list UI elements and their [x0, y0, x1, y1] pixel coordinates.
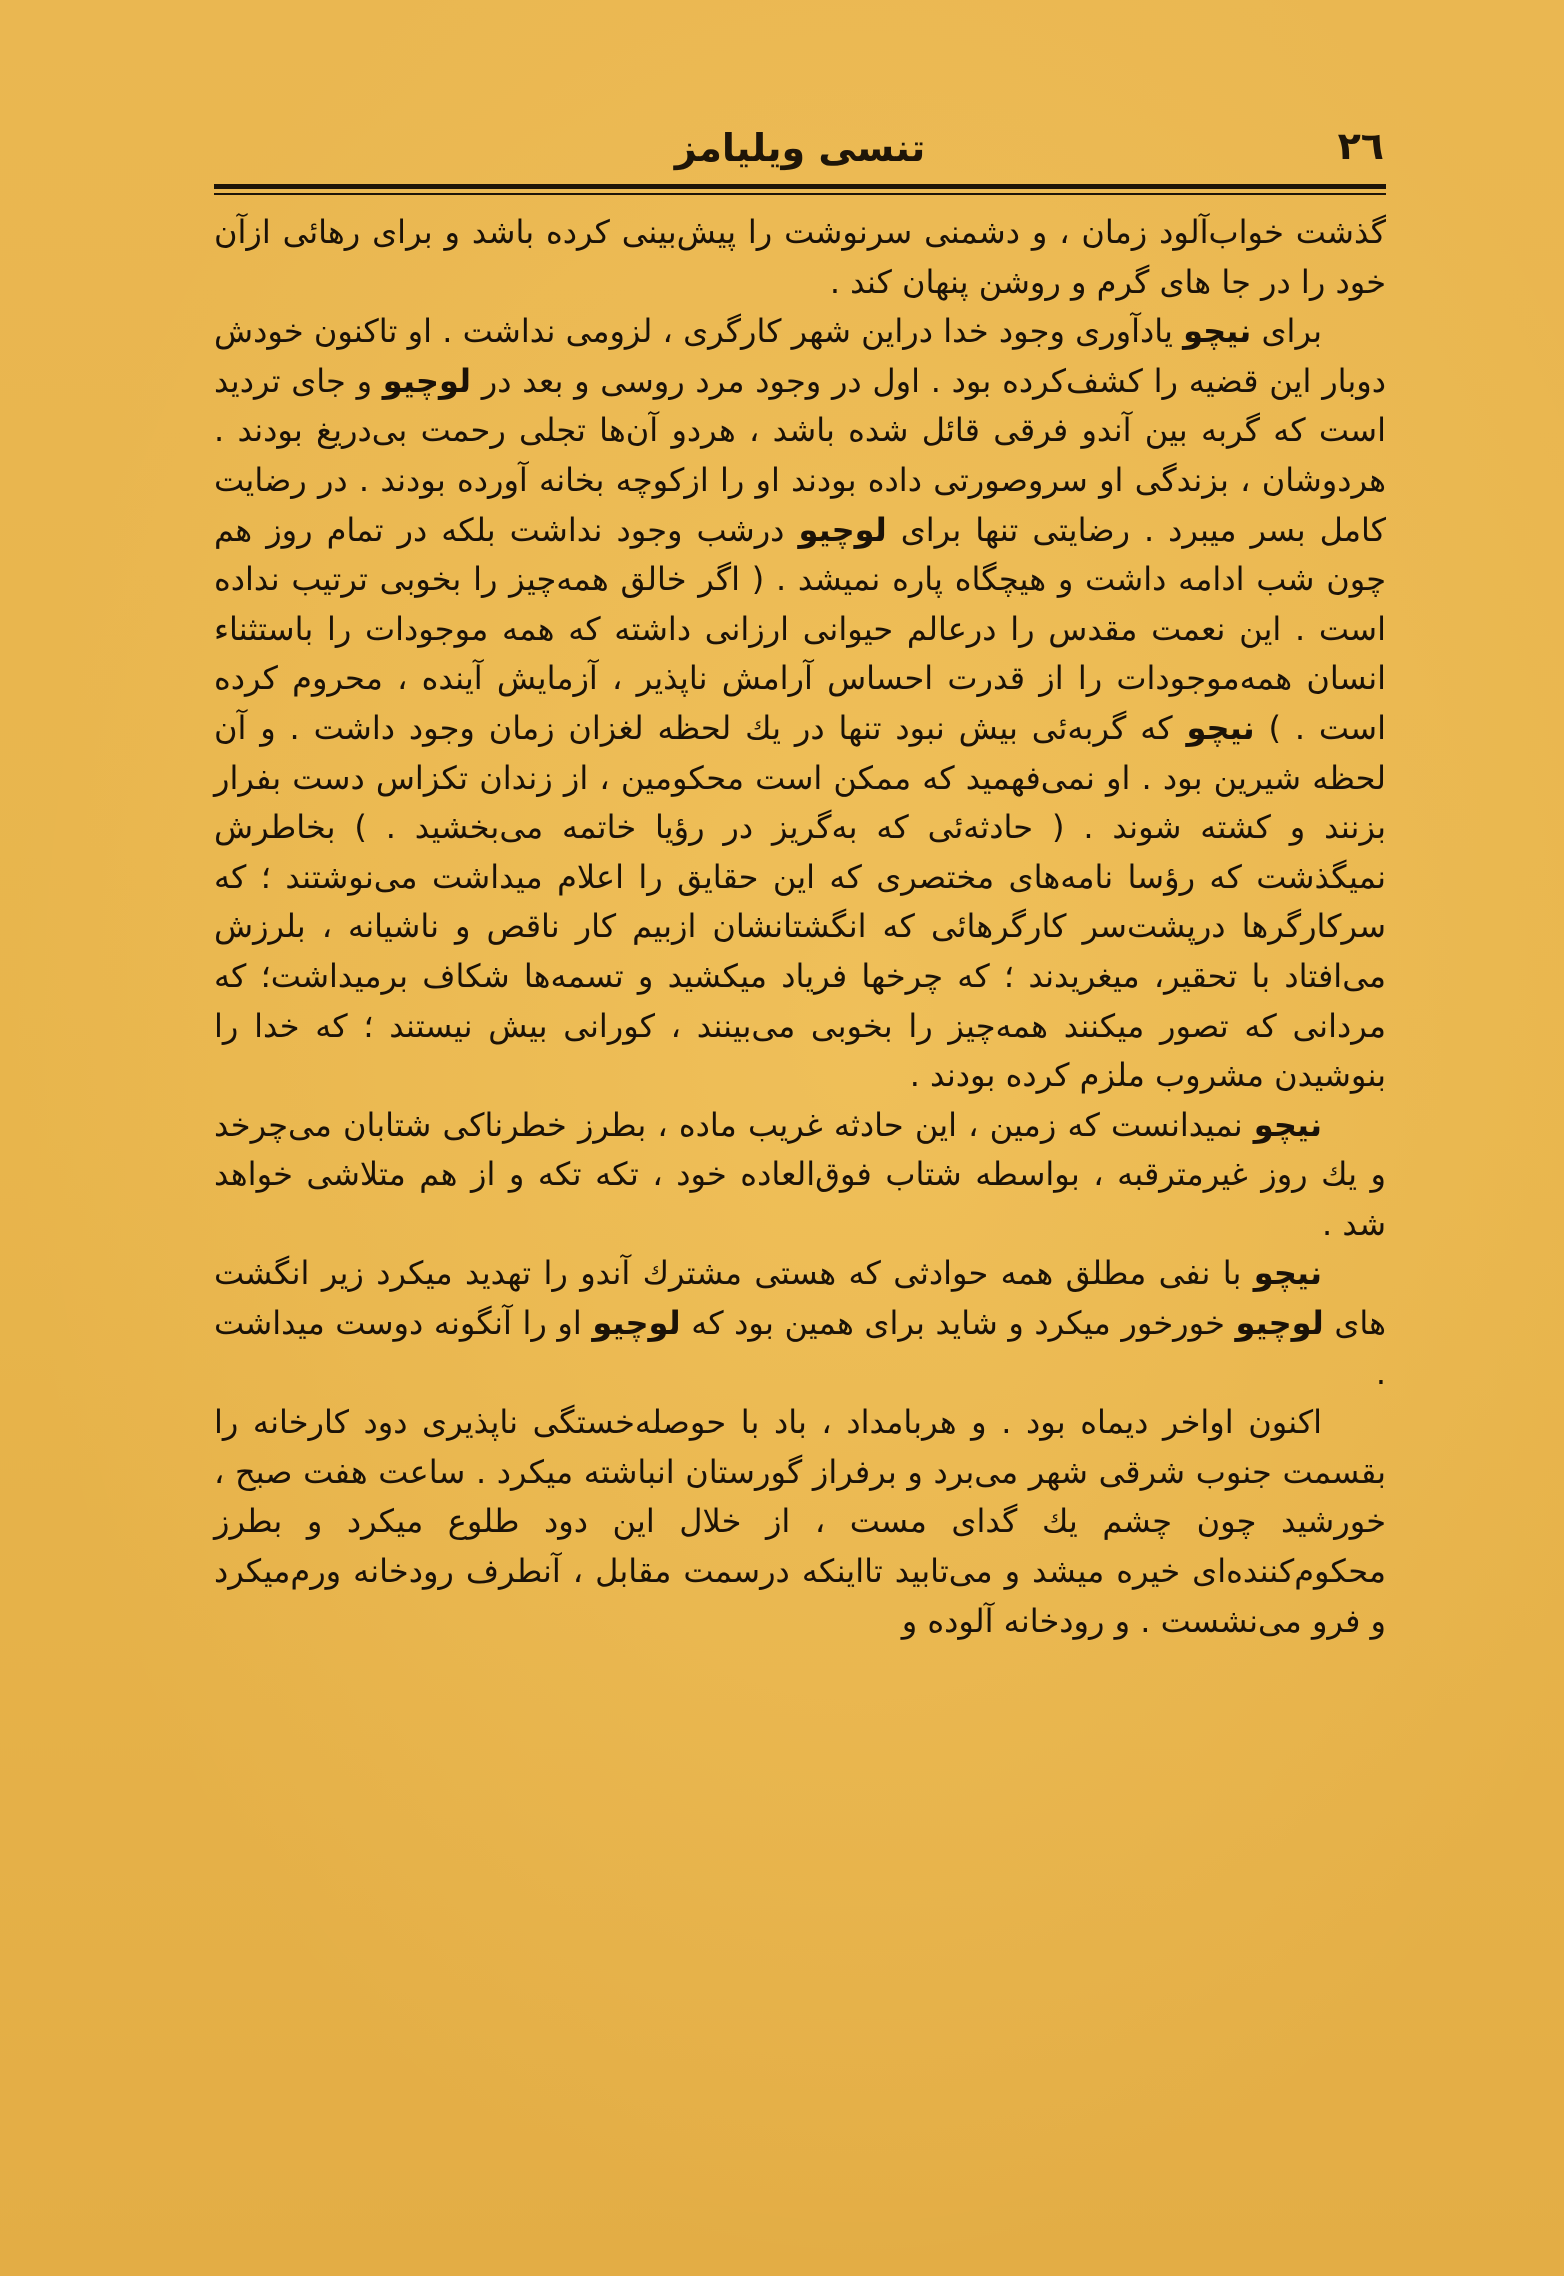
paragraph-text: برای: [1251, 312, 1322, 351]
character-name: لوچیو: [1235, 1304, 1324, 1343]
paragraph-text: او را آنگونه دوست میداشت .: [214, 1304, 1386, 1392]
page-header: [214, 118, 1386, 178]
paragraph: [214, 1249, 1386, 1398]
paragraph-text: گذشت خواب‌آلود زمان ، و دشمنی سرنوشت را پیش‌بینی کرده باشد و برای رهائی ازآن خود را در جا های گرم و روشن پنهان کند .: [214, 213, 1386, 301]
running-title: تنسی ویلیامز: [674, 126, 926, 170]
character-name: نیچو: [1253, 1254, 1322, 1293]
paragraph: [214, 208, 1386, 307]
character-name: نیچو: [1183, 312, 1252, 351]
character-name: لوچیو: [798, 510, 887, 549]
paragraph-text: نمیدانست که زمین ، این حادثه غریب ماده ، بطرز خطرناکی شتابان می‌چرخد و یك روز غیرمترقبه ، بواسطه شتاب فوق‌العاده خود ، تکه تکه و از هم متلاشی خواهد شد .: [214, 1105, 1386, 1243]
paragraph-text: اکنون اواخر دیماه بود . و هربامداد ، باد با حوصله‌خستگی ناپذیری دود کارخانه را بقسمت جنوب شرقی شهر می‌برد و برفراز گورستان انباشته میکرد . ساعت هفت صبح ، خورشید چون چشم یك گدای مست ، از خلال این دود طلوع میکرد و بطرز محکوم‌کننده‌ای خیره میشد و می‌تابید تااینکه درسمت مقابل ، آنطرف رودخانه ورم‌میکرد و فرو می‌نشست . و رودخانه آلوده و: [214, 1403, 1386, 1640]
paragraph-text: درشب وجود نداشت بلکه در تمام روز هم چون شب ادامه داشت و هیچگاه پاره نمیشد . ( اگر خالق همه‌چیز را بخوبی ترتیب نداده است . این نعمت مقدس را درعالم حیوانی ارزانی داشته که همه موجودات را باستثناء انسان همه‌موجودات را از قدرت احساس آرامش ناپذیر ، آزمایش آینده ، محروم کرده است . ): [214, 510, 1387, 747]
paragraph-text: یادآوری وجود خدا دراین شهر کارگری ، لزومی نداشت . او تاکنون خودش دوبار این قضیه را کشف‌کرده بود . اول در وجود مرد روسی و بعد در: [214, 312, 1387, 400]
character-name: نیچو: [1186, 708, 1255, 747]
paragraph-text: که گربه‌ئی بیش نبود تنها در یك لحظه لغزان زمان وجود داشت . و آن لحظه شیرین بود . او نمی‌فهمید که ممکن است محکومین ، از زندان تکزاس دست بفرار بزنند و کشته شوند . ( حادثه‌ئی که به‌گریز در رؤیا خاتمه می‌بخشید . ) بخاطرش نمیگذشت که رؤسا نامه‌های مختصری که این حقایق را اعلام میداشت می‌نوشتند ؛ که سرکارگرها درپشت‌سر کارگرهائی که انگشتانشان ازبیم کار ناقص و ناشیانه ، بلرزش می‌افتاد با تحقیر، میغریدند ؛ که چرخها فریاد میکشید و تسمه‌ها شکاف برمیداشت؛ که مردانی که تصور میکنند همه‌چیز را بخوبی می‌بینند ، کورانی بیش نیستند ؛ که خدا را بنوشیدن مشروب ملزم کرده بودند .: [214, 708, 1386, 1095]
paragraph-text: و جای تردید است که گربه بین آندو فرقی قائل شده باشد ، هردو آن‌ها تجلی رحمت بی‌دریغ بودند . هردوشان ، بزندگی او سروصورتی داده بودند او را ازکوچه بخانه آورده بودند . در رضایت کامل بسر میبرد . رضایتی تنها برای: [214, 361, 1387, 549]
paragraph: [214, 307, 1386, 1101]
header-rule-thick: [214, 184, 1386, 189]
page-number: ٢٦: [1337, 124, 1384, 168]
paragraph-text: با نفی مطلق همه حوادثی که هستی مشترك آندو را تهدید میکرد زیر انگشت های: [214, 1254, 1387, 1343]
character-name: نیچو: [1253, 1105, 1322, 1144]
header-rule-thin: [214, 193, 1386, 195]
paragraph-text: خورخور میکرد و شاید برای همین بود که: [680, 1304, 1236, 1343]
paragraph: [214, 1101, 1386, 1250]
body-text: [214, 208, 1386, 1646]
character-name: لوچیو: [382, 361, 472, 400]
character-name: لوچیو: [592, 1304, 681, 1343]
paragraph: [214, 1398, 1386, 1646]
